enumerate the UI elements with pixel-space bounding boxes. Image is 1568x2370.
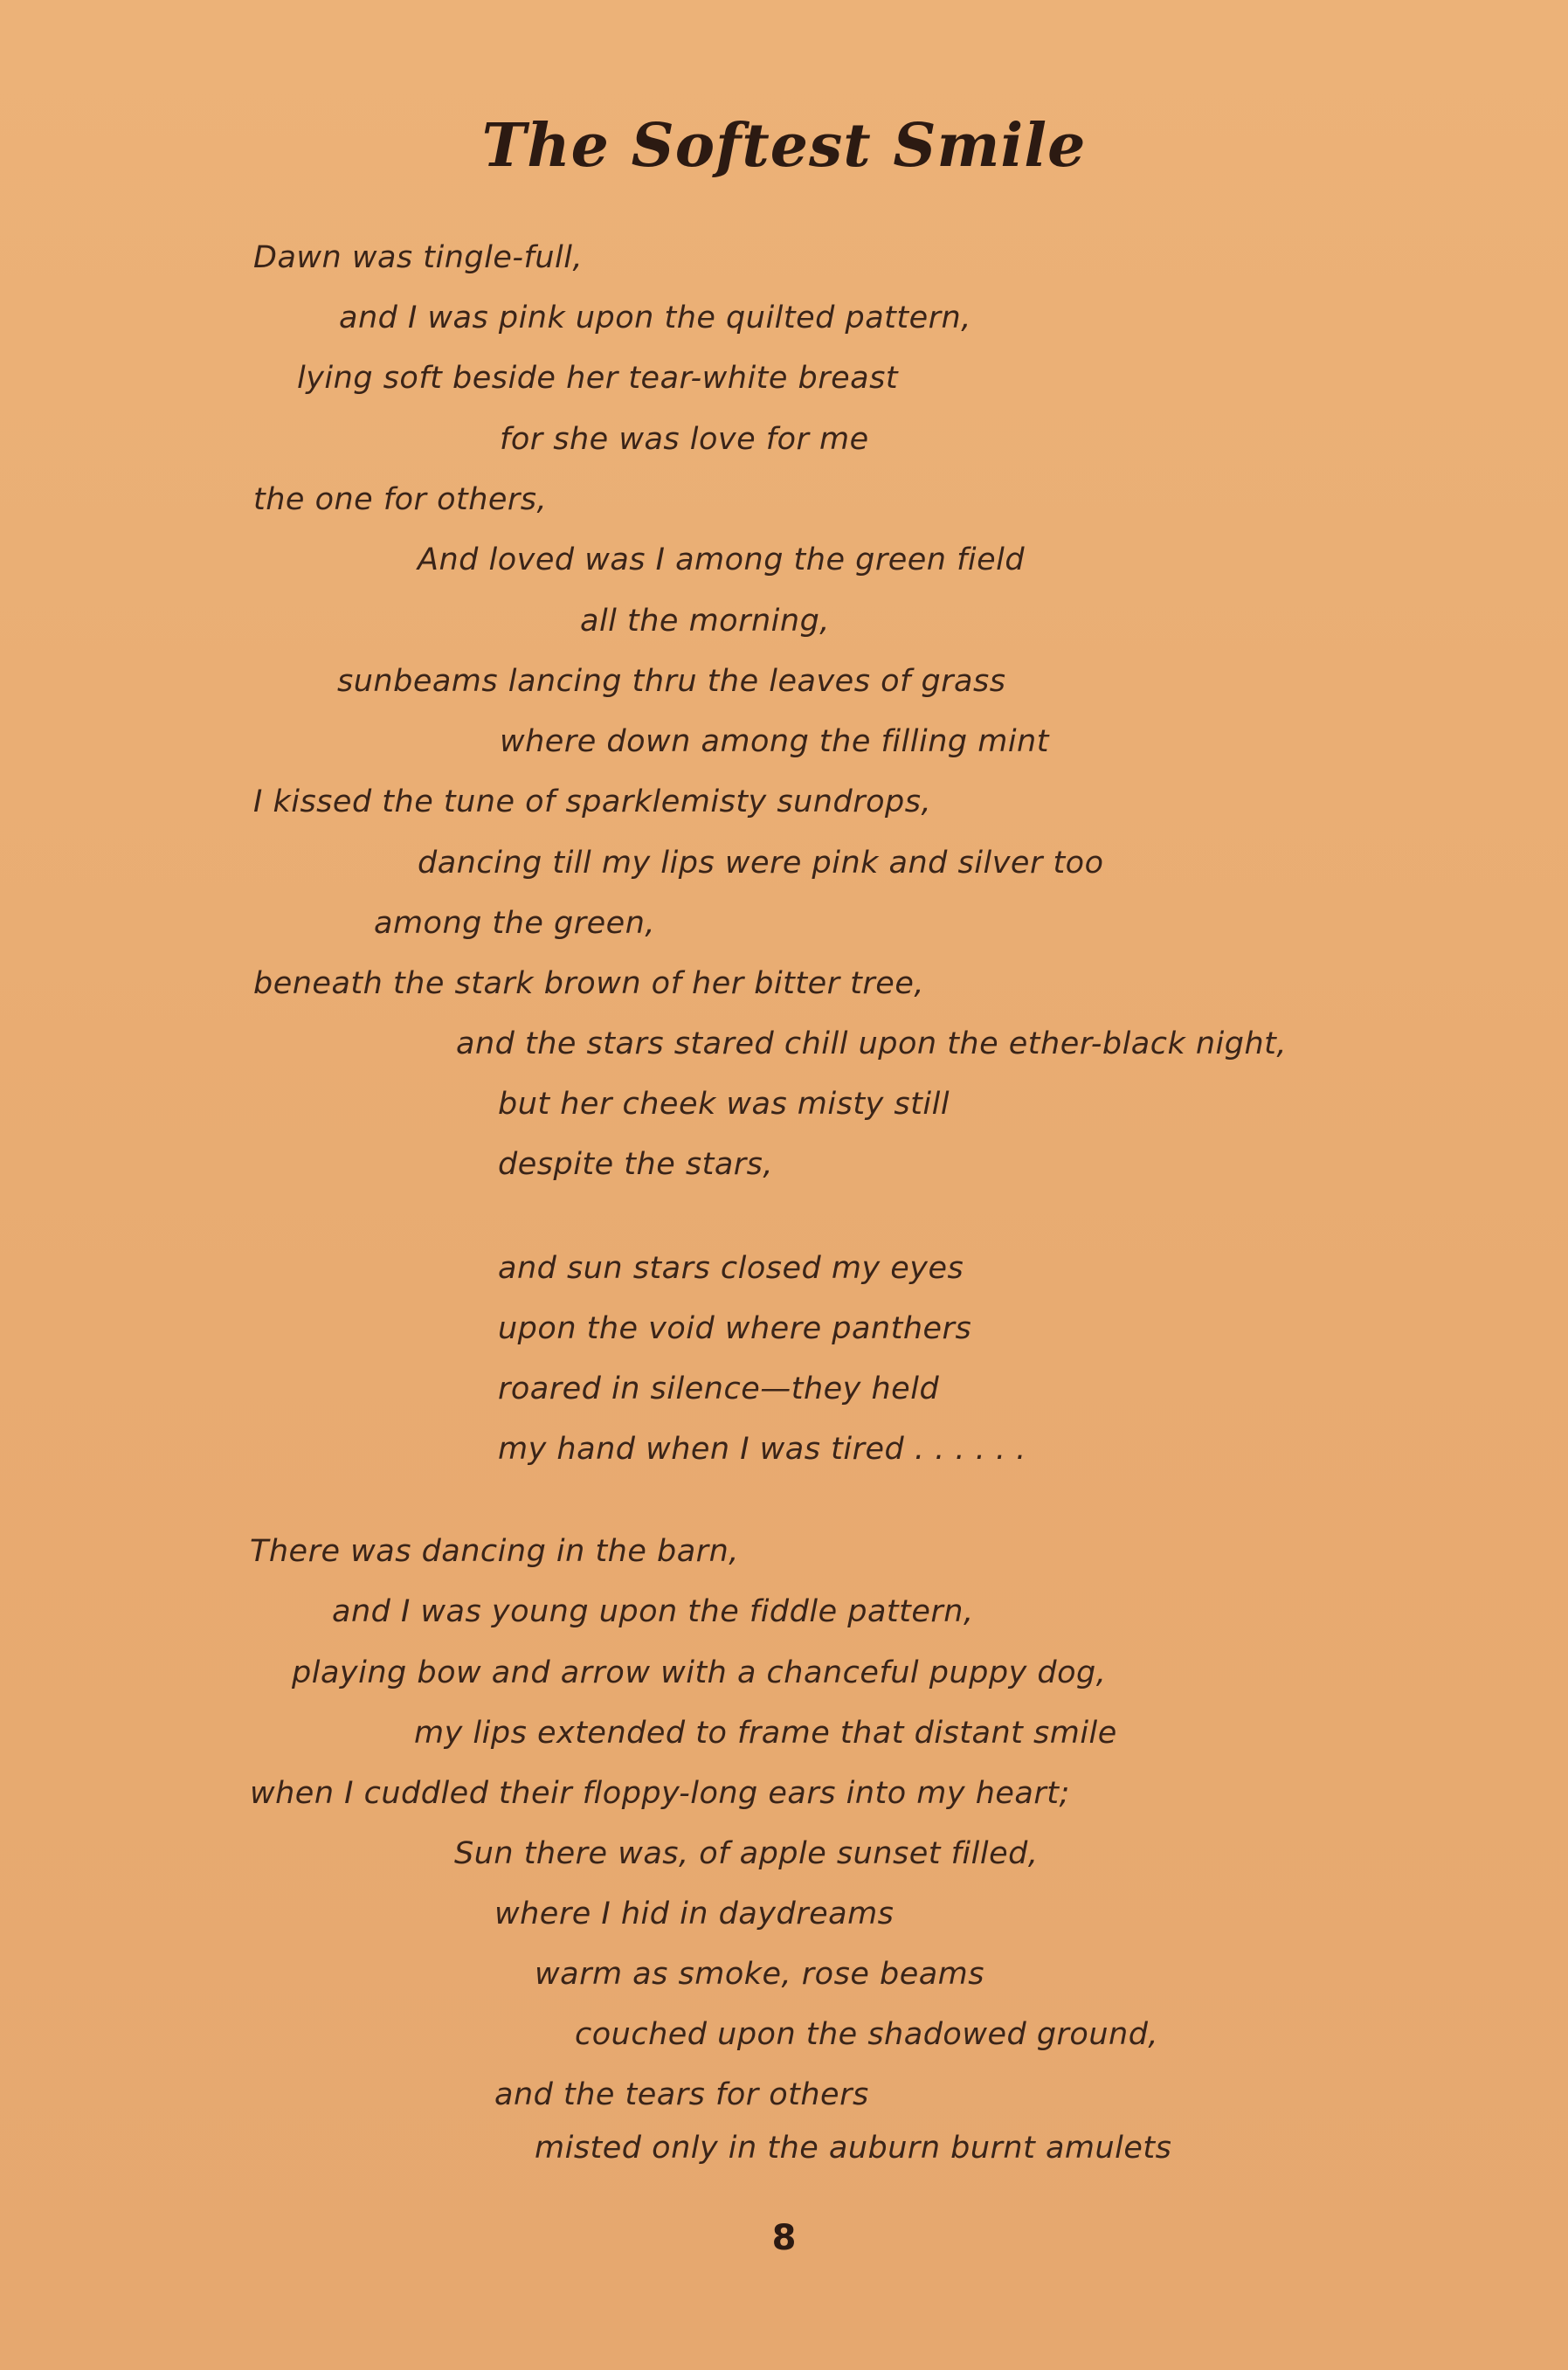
poem-line: beneath the stark brown of her bitter tree,	[253, 966, 924, 1001]
poem-line: among the green,	[374, 906, 656, 941]
poem-title: The Softest Smile	[481, 111, 1087, 181]
poem-line: and sun stars closed my eyes	[498, 1251, 964, 1286]
poem-line: and the tears for others	[494, 2077, 869, 2112]
poem-line: and the stars stared chill upon the ether-black night,	[456, 1026, 1288, 1061]
poem-line: warm as smoke, rose beams	[535, 1957, 985, 1992]
page-number: 8	[771, 2218, 797, 2258]
poem-line: sunbeams lancing thru the leaves of grass	[337, 664, 1006, 699]
poem-line: misted only in the auburn burnt amulets	[535, 2131, 1172, 2166]
poem-line: And loved was I among the green field	[418, 542, 1026, 577]
poem-line: but her cheek was misty still	[498, 1087, 950, 1122]
poem-line: and I was pink upon the quilted pattern,	[339, 301, 971, 335]
poem-line: despite the stars,	[498, 1147, 774, 1182]
poem-line: dancing till my lips were pink and silver too	[418, 846, 1104, 881]
poem-line: the one for others,	[253, 482, 548, 517]
poem-line: upon the void where panthers	[498, 1311, 972, 1346]
poem-line: and I was young upon the fiddle pattern,	[332, 1594, 974, 1629]
poem-line: for she was love for me	[500, 422, 869, 457]
poem-line: lying soft beside her tear-white breast	[297, 361, 899, 396]
poem-line: all the morning,	[580, 604, 830, 639]
poem-line: Dawn was tingle-full,	[253, 240, 584, 275]
poem-line: when I cuddled their floppy-long ears into my heart;	[250, 1776, 1070, 1811]
poem-line: There was dancing in the barn,	[250, 1534, 739, 1569]
poem-line: my lips extended to frame that distant smile	[414, 1716, 1117, 1751]
poem-line: roared in silence—they held	[498, 1372, 940, 1406]
poem-line: I kissed the tune of sparklemisty sundrops,	[253, 784, 932, 819]
poem-line: my hand when I was tired . . . . . .	[498, 1432, 1026, 1467]
poem-line: Sun there was, of apple sunset filled,	[454, 1836, 1039, 1871]
poem-line: where down among the filling mint	[500, 724, 1049, 759]
poem-line: where I hid in daydreams	[494, 1897, 895, 1931]
poem-line: playing bow and arrow with a chanceful puppy dog,	[292, 1655, 1107, 1690]
poem-line: couched upon the shadowed ground,	[575, 2017, 1159, 2052]
